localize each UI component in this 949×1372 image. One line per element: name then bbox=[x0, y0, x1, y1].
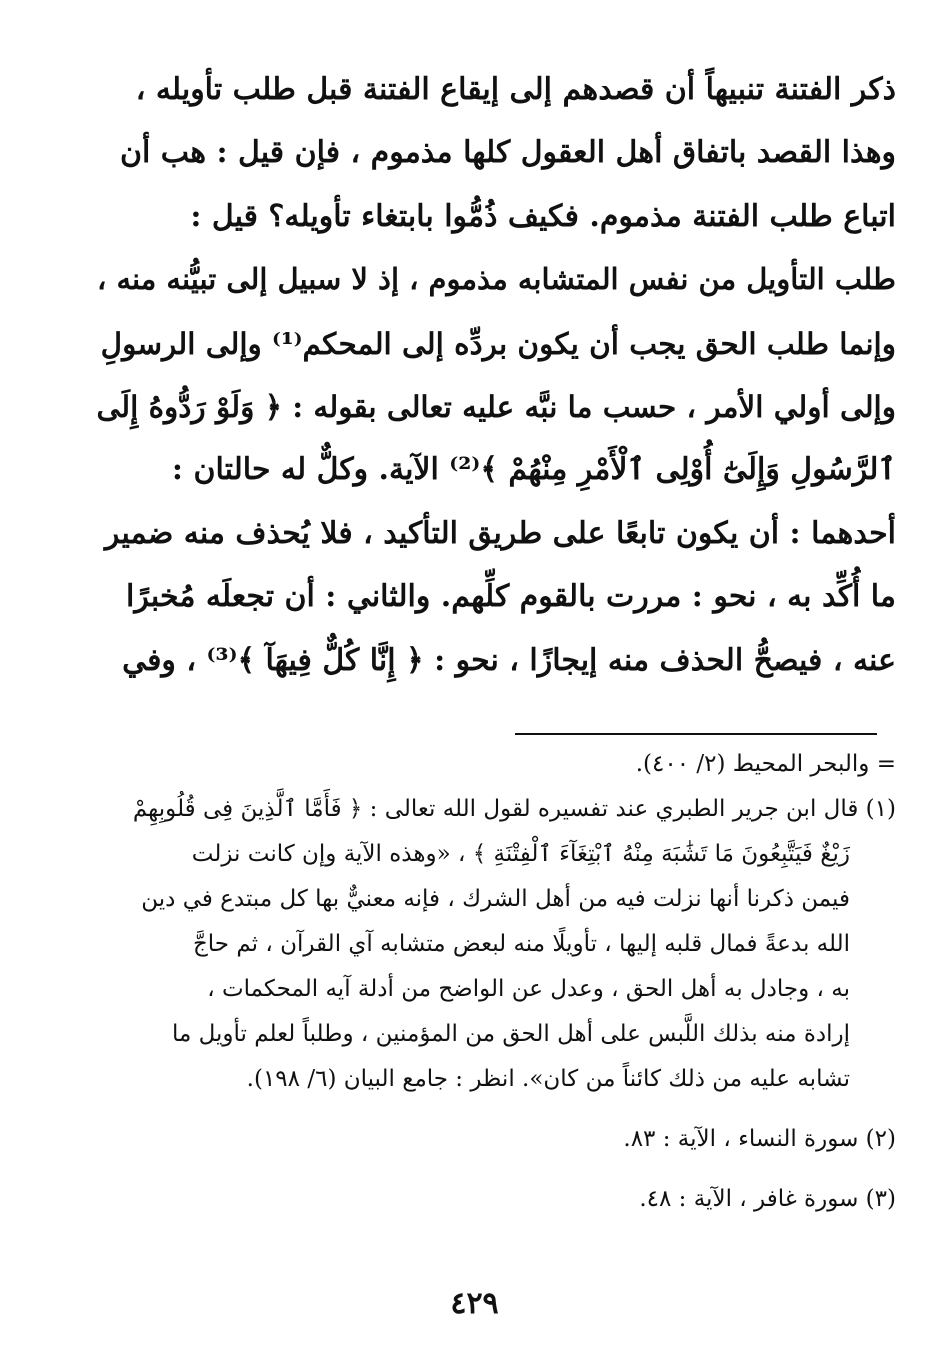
body-line: طلب التأويل من نفس المتشابه مذموم ، إذ لا سبيل إلى تبيُّنه منه ، bbox=[97, 262, 896, 297]
footnote-gap bbox=[96, 1102, 896, 1117]
footnote-3: (٣) سورة غافر ، الآية : ٤٨. bbox=[639, 1186, 896, 1212]
footnote-2: (٢) سورة النساء ، الآية : ٨٣. bbox=[623, 1126, 896, 1152]
main-body-text bbox=[96, 58, 896, 692]
body-line: وهذا القصد باتفاق أهل العقول كلها مذموم ، فإن قيل : هب أن bbox=[119, 135, 896, 171]
body-line: عنه ، فيصحُّ الحذف منه إيجازًا ، نحو : ﴿ إِنَّا كُلٌّ فِيهَآ ﴾⁽³⁾ ، وفي bbox=[122, 642, 896, 678]
footnote-separator bbox=[515, 733, 877, 735]
body-line: أحدهما : أن يكون تابعًا على طريق التأكيد ، فلا يُحذف منه ضمير bbox=[104, 515, 896, 551]
footnote-1-line: تشابه عليه من ذلك كائناً من كان». انظر : جامع البيان (٦/ ١٩٨). bbox=[246, 1066, 850, 1092]
body-line: ذكر الفتنة تنبيهاً أن قصدهم إلى إيقاع الفتنة قبل طلب تأويله ، bbox=[135, 72, 896, 107]
body-line: ٱلرَّسُولِ وَإِلَىٰٓ أُوْلِى ٱلْأَمْرِ مِنْهُمْ ﴾⁽²⁾ الآية. وكلٌّ له حالتان : bbox=[171, 452, 896, 488]
body-line: ما أُكِّد به ، نحو : مررت بالقوم كلِّهم. والثاني : أن تجعلَه مُخبرًا bbox=[126, 579, 896, 615]
footnote-1-line: به ، وجادل به أهل الحق ، وعدل عن الواضح من أدلة آيه المحكمات ، bbox=[207, 976, 850, 1002]
footnotes bbox=[96, 742, 896, 1222]
body-line: وإلى أولي الأمر ، حسب ما نبَّه عليه تعالى بقوله : ﴿ وَلَوْ رَدُّوهُ إِلَى bbox=[96, 388, 896, 424]
footnote-1-line: زَيْغٌ فَيَتَّبِعُونَ مَا تَشَٰبَهَ مِنْهُ ٱبْتِغَآءَ ٱلْفِتْنَةِ ﴾ ، «وهذه الآية وإن كانت نزلت bbox=[191, 841, 850, 867]
footnote-gap bbox=[96, 1162, 896, 1177]
footnote-1-line: الله بدعةً فمال قلبه إليها ، تأويلًا منه لبعض متشابه آي القرآن ، ثم حاجَّ bbox=[192, 931, 850, 957]
footnote-1-line: (١) قال ابن جرير الطبري عند تفسيره لقول الله تعالى : ﴿ فَأَمَّا ٱلَّذِينَ فِى قُلُوبِهِمْ bbox=[132, 796, 896, 822]
footnote-1-line: إرادة منه بذلك اللَّبس على أهل الحق من المؤمنين ، وطلباً لعلم تأويل ما bbox=[171, 1021, 850, 1047]
page-number: ٤٢٩ bbox=[450, 1286, 499, 1321]
footnote-1-line: فيمن ذكرنا أنها نزلت فيه من أهل الشرك ، فإنه معنيٌّ بها كل مبتدع في دين bbox=[141, 886, 850, 912]
body-line: وإنما طلب الحق يجب أن يكون بردِّه إلى المحكم⁽¹⁾ وإلى الرسولِ bbox=[100, 325, 896, 361]
body-line: اتباع طلب الفتنة مذموم. فكيف ذُمُّوا بابتغاء تأويله؟ قيل : bbox=[190, 198, 896, 234]
footnote-continuation: = والبحر المحيط (٢/ ٤٠٠). bbox=[635, 751, 896, 777]
